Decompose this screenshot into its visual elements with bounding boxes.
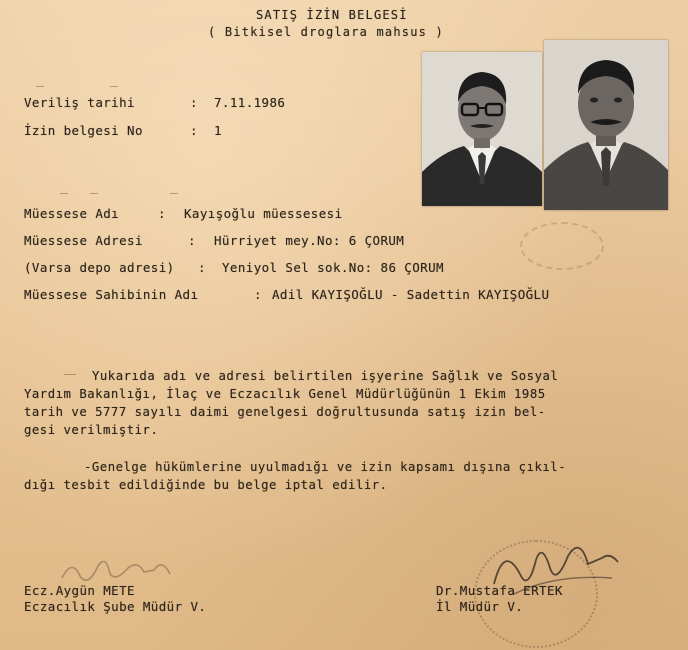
- permit-number-value: 1: [214, 123, 222, 138]
- establishment-address-label: Müessese Adresi: [24, 233, 143, 248]
- depot-address-label: (Varsa depo adresi): [24, 260, 175, 275]
- issue-date-separator: :: [190, 95, 198, 110]
- left-signatory-name: Ecz.Aygün METE: [24, 583, 135, 598]
- faint-dash: [60, 193, 68, 194]
- owner-name-separator: :: [254, 287, 262, 302]
- faint-dash: [36, 86, 44, 87]
- left-signatory-title: Eczacılık Şube Müdür V.: [24, 599, 207, 614]
- right-signatory-name: Dr.Mustafa ERTEK: [436, 583, 563, 598]
- portrait-image: [422, 52, 542, 206]
- faint-dash: [110, 86, 118, 87]
- issue-date-value: 7.11.1986: [214, 95, 286, 110]
- document-subtitle: ( Bitkisel droglara mahsus ): [208, 25, 444, 39]
- owner-name-label: Müessese Sahibinin Adı: [24, 287, 199, 302]
- paragraph-1-line-1: Yukarıda adı ve adresi belirtilen işyerine Sağlık ve Sosyal: [92, 369, 559, 383]
- faint-dash: [170, 193, 178, 194]
- establishment-name-value: Kayışoğlu müessesesi: [184, 206, 343, 221]
- issue-date-label: Veriliş tarihi: [24, 95, 135, 110]
- faint-dash: [90, 193, 98, 194]
- right-signatory-title: İl Müdür V.: [436, 599, 524, 614]
- permit-number-label: İzin belgesi No: [24, 123, 143, 138]
- paragraph-1-line-4: gesi verilmiştir.: [24, 423, 159, 437]
- paragraph-1-line-3: tarih ve 5777 sayılı daimi genelgesi doğrultusunda satış izin bel-: [24, 405, 546, 419]
- left-signature: [58, 548, 198, 588]
- establishment-address-separator: :: [188, 233, 196, 248]
- document-title: SATIŞ İZİN BELGESİ: [256, 8, 408, 22]
- owner-photo-right: [544, 40, 668, 210]
- establishment-name-separator: :: [158, 206, 166, 221]
- portrait-image: [544, 40, 668, 210]
- paragraph-2-line-1: -Genelge hükümlerine uyulmadığı ve izin kapsamı dışına çıkıl-: [84, 460, 567, 474]
- owner-photo-left: [422, 52, 542, 206]
- faint-dash: [64, 374, 76, 375]
- establishment-address-value: Hürriyet mey.No: 6 ÇORUM: [214, 233, 405, 248]
- establishment-name-label: Müessese Adı: [24, 206, 120, 221]
- permit-number-separator: :: [190, 123, 198, 138]
- depot-address-value: Yeniyol Sel sok.No: 86 ÇORUM: [222, 260, 444, 275]
- faint-stamp-mark: [520, 222, 604, 270]
- depot-address-separator: :: [198, 260, 206, 275]
- paragraph-1-line-2: Yardım Bakanlığı, İlaç ve Eczacılık Genel Müdürlüğünün 1 Ekim 1985: [24, 387, 546, 401]
- owner-name-value: Adil KAYIŞOĞLU - Sadettin KAYIŞOĞLU: [272, 287, 550, 302]
- paragraph-2-line-2: dığı tesbit edildiğinde bu belge iptal edilir.: [24, 478, 388, 492]
